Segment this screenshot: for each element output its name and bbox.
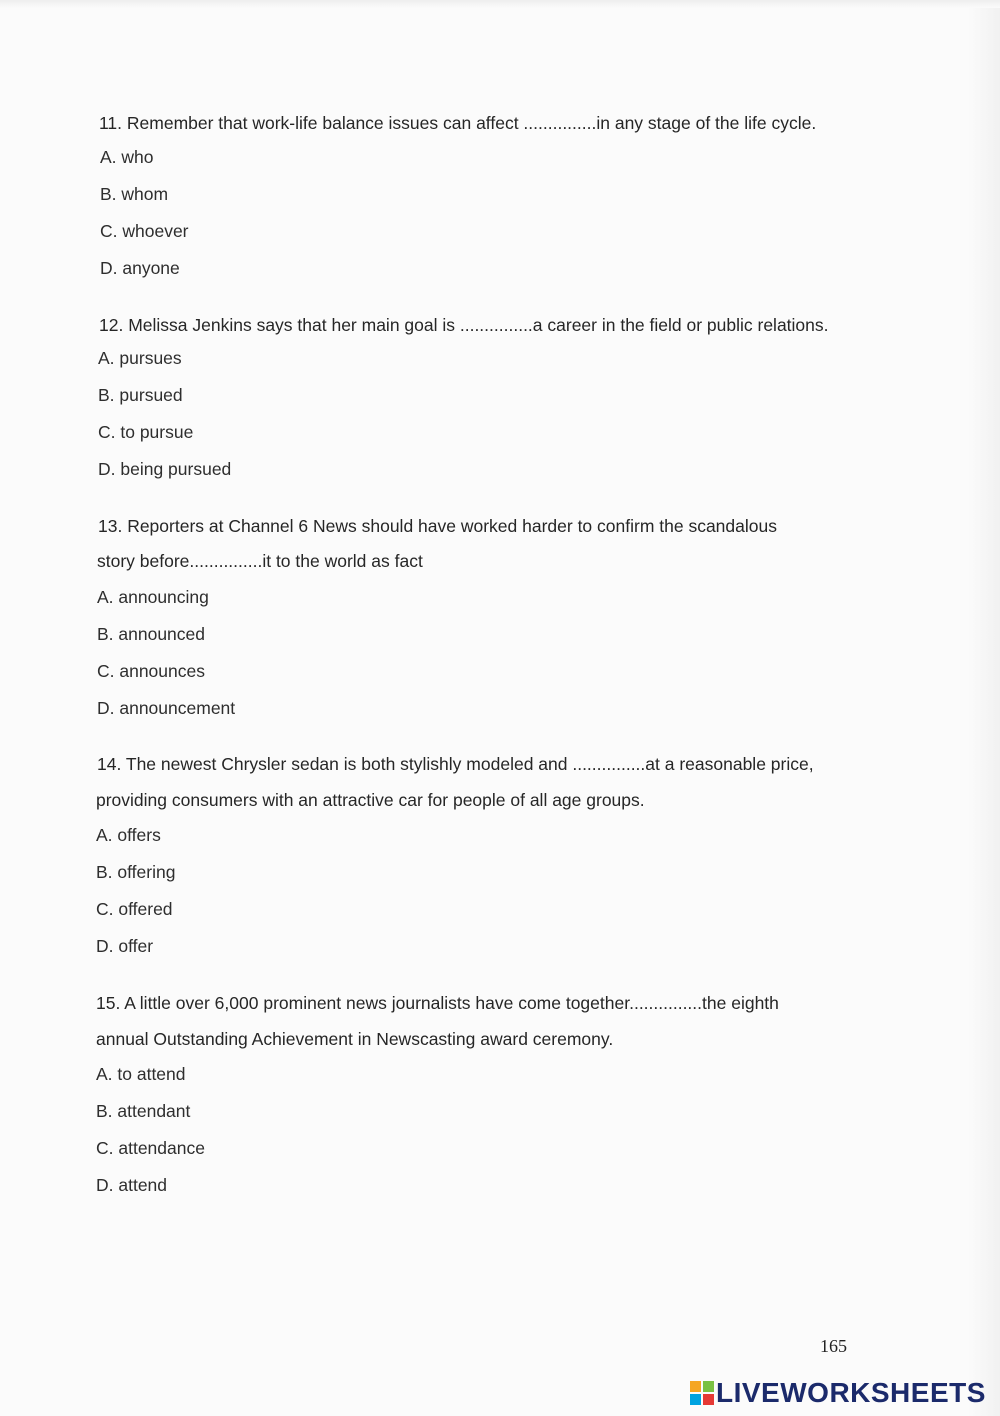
logo-square-2 xyxy=(703,1381,714,1392)
question-11-option-b: B. whom xyxy=(100,184,169,204)
liveworksheets-watermark xyxy=(690,1376,986,1410)
scan-top-edge xyxy=(0,0,1000,8)
logo-square-3 xyxy=(690,1394,701,1405)
question-13-option-b: B. announced xyxy=(97,624,206,644)
question-15-option-a: A. to attend xyxy=(96,1064,186,1084)
logo-square-1 xyxy=(690,1381,701,1392)
question-13-option-c: C. announces xyxy=(97,661,205,681)
scan-right-edge xyxy=(968,8,1000,1416)
question-13-option-a: A. announcing xyxy=(97,587,209,607)
question-11-stem: 11. Remember that work-life balance issues can affect ...............in any stage of the life cycle. xyxy=(99,113,817,133)
liveworksheets-logo-icon xyxy=(690,1381,714,1405)
question-14-option-c: C. offered xyxy=(96,899,173,919)
question-14-stem-line-2: providing consumers with an attractive car for people of all age groups. xyxy=(96,790,645,810)
question-14-option-d: D. offer xyxy=(96,936,154,956)
question-12-option-d: D. being pursued xyxy=(98,459,232,479)
watermark-text: LIVEWORKSHEETS xyxy=(716,1377,986,1408)
question-14-stem-line-1: 14. The newest Chrysler sedan is both stylishly modeled and ...............at a reasonable price, xyxy=(97,754,814,774)
question-15-option-c: C. attendance xyxy=(96,1138,205,1158)
question-13-option-d: D. announcement xyxy=(97,698,236,718)
question-12-option-c: C. to pursue xyxy=(98,422,194,442)
page-number: 165 xyxy=(820,1336,847,1356)
logo-square-4 xyxy=(703,1394,714,1405)
question-14-option-a: A. offers xyxy=(96,825,161,845)
question-15-option-b: B. attendant xyxy=(96,1101,191,1121)
question-11-option-a: A. who xyxy=(100,147,154,167)
question-12-option-b: B. pursued xyxy=(98,385,183,405)
question-12-option-a: A. pursues xyxy=(98,348,182,368)
question-12-stem: 12. Melissa Jenkins says that her main goal is ...............a career in the field or public relations. xyxy=(99,315,829,335)
question-15-option-d: D. attend xyxy=(96,1175,168,1195)
question-13-stem-line-2: story before...............it to the world as fact xyxy=(97,551,423,571)
question-11-option-d: D. anyone xyxy=(100,258,180,278)
question-13-stem-line-1: 13. Reporters at Channel 6 News should have worked harder to confirm the scandalous xyxy=(98,516,777,536)
question-15-stem-line-2: annual Outstanding Achievement in Newscasting award ceremony. xyxy=(96,1029,614,1049)
question-15-stem-line-1: 15. A little over 6,000 prominent news journalists have come together...............the eighth xyxy=(96,993,779,1013)
question-14-option-b: B. offering xyxy=(96,862,176,882)
question-11-option-c: C. whoever xyxy=(100,221,189,241)
